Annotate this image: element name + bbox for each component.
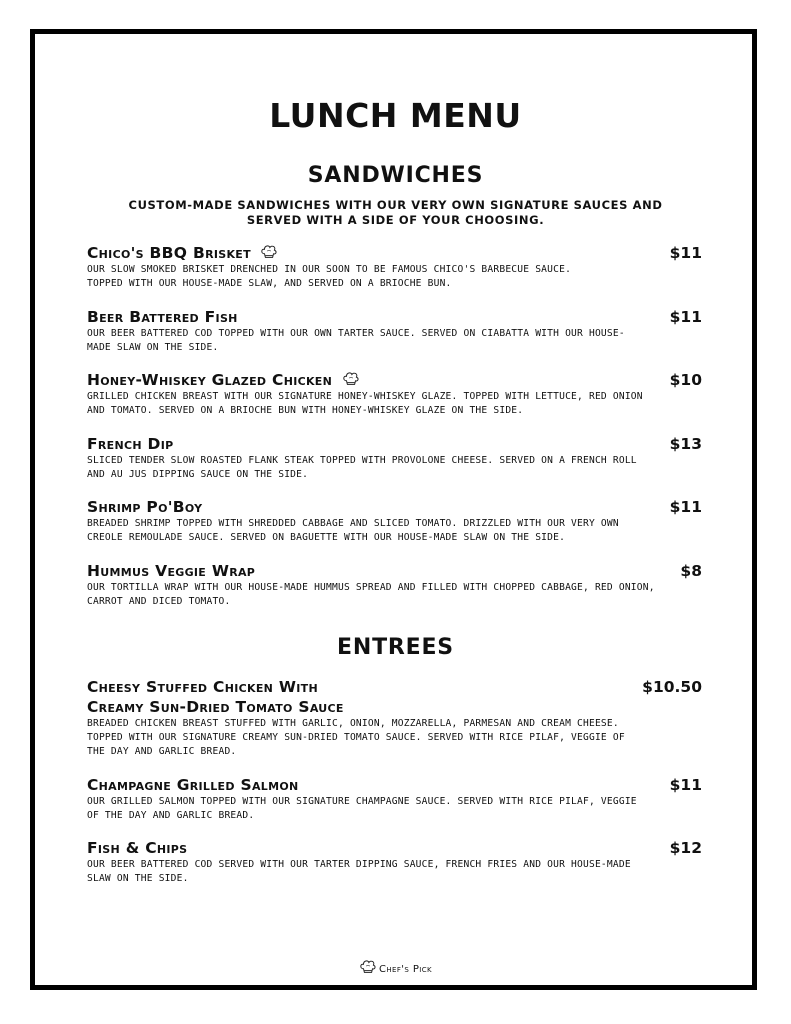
menu-item — [87, 775, 702, 823]
item-price: $10.50 — [642, 678, 702, 696]
item-description: BREADED SHRIMP TOPPED WITH SHREDDED CABBAGE AND SLICED TOMATO. DRIZZLED WITH OUR VERY OWN CREOLE REMOULADE SAUCE. SERVED ON BAGUETTE WITH OUR HOUSE-MADE SLAW ON THE SIDE. — [87, 518, 619, 543]
item-description: BREADED CHICKEN BREAST STUFFED WITH GARLIC, ONION, MOZZARELLA, PARMESAN AND CREAM CHEESE. TOPPED WITH OUR SIGNATURE CREAMY SUN-DRIED TOMATO SAUCE. SERVED WITH RICE PILAF, VEGGIE OF THE DAY AND GARLIC BREAD. — [87, 718, 625, 757]
menu-item — [87, 497, 702, 545]
menu-item — [87, 243, 702, 291]
menu-item — [87, 561, 702, 609]
menu-item — [87, 677, 702, 759]
chefs-pick-legend — [0, 958, 791, 976]
chef-hat-icon — [342, 370, 360, 388]
item-name: Hummus Veggie Wrap — [87, 562, 256, 580]
item-name-line-2: Creamy Sun-Dried Tomato Sauce — [87, 698, 344, 716]
item-name: French Dip — [87, 435, 174, 453]
item-price: $11 — [669, 498, 702, 516]
item-name: Beer Battered Fish — [87, 308, 238, 326]
item-description: OUR BEER BATTERED COD SERVED WITH OUR TARTER DIPPING SAUCE, FRENCH FRIES AND OUR HOUSE-MADE SLAW ON THE SIDE. — [87, 859, 631, 884]
item-price: $12 — [669, 839, 702, 857]
item-name: Fish & Chips — [87, 839, 188, 857]
entrees-heading: ENTREES — [337, 635, 454, 660]
item-name: Cheesy Stuffed Chicken With — [87, 678, 318, 696]
item-name: Champagne Grilled Salmon — [87, 776, 299, 794]
chef-hat-icon — [359, 958, 377, 976]
menu-item — [87, 307, 702, 355]
item-description: OUR SLOW SMOKED BRISKET DRENCHED IN OUR SOON TO BE FAMOUS CHICO'S BARBECUE SAUCE. TOPPED WITH OUR HOUSE-MADE SLAW, AND SERVED ON A BRIOCHE BUN. — [87, 264, 572, 289]
item-name: Shrimp Po'Boy — [87, 498, 203, 516]
chef-hat-icon — [260, 243, 278, 261]
item-price: $11 — [669, 308, 702, 326]
menu-item — [87, 434, 702, 482]
item-description: OUR BEER BATTERED COD TOPPED WITH OUR OWN TARTER SAUCE. SERVED ON CIABATTA WITH OUR HOUSE- MADE SLAW ON THE SIDE. — [87, 328, 625, 353]
item-description: SLICED TENDER SLOW ROASTED FLANK STEAK TOPPED WITH PROVOLONE CHEESE. SERVED ON A FRENCH ROLL AND AU JUS DIPPING SAUCE ON THE SIDE. — [87, 455, 637, 480]
menu-item — [87, 370, 702, 418]
item-price: $13 — [669, 435, 702, 453]
item-price: $11 — [669, 776, 702, 794]
item-description: OUR TORTILLA WRAP WITH OUR HOUSE-MADE HUMMUS SPREAD AND FILLED WITH CHOPPED CABBAGE, RED ONION, CARROT AND DICED TOMATO. — [87, 582, 655, 607]
item-description: OUR GRILLED SALMON TOPPED WITH OUR SIGNATURE CHAMPAGNE SAUCE. SERVED WITH RICE PILAF, VEGGIE OF THE DAY AND GARLIC BREAD. — [87, 796, 637, 821]
item-name: Honey-Whiskey Glazed Chicken — [87, 371, 333, 389]
item-price: $8 — [680, 562, 702, 580]
menu-item — [87, 838, 702, 886]
item-name: Chico's BBQ Brisket — [87, 244, 251, 262]
menu-title: LUNCH MENU — [269, 96, 522, 135]
item-price: $10 — [669, 371, 702, 389]
item-description: GRILLED CHICKEN BREAST WITH OUR SIGNATURE HONEY-WHISKEY GLAZE. TOPPED WITH LETTUCE, RED ONION AND TOMATO. SERVED ON A BRIOCHE BUN WITH HONEY-WHISKEY GLAZE ON THE SIDE. — [87, 391, 643, 416]
item-price: $11 — [669, 244, 702, 262]
sandwiches-heading: SANDWICHES — [307, 163, 484, 188]
legend-label: Chef's Pick — [378, 964, 433, 975]
sandwiches-description: CUSTOM-MADE SANDWICHES WITH OUR VERY OWN SIGNATURE SAUCES AND SERVED WITH A SIDE OF YOUR CHOOSING. — [128, 198, 663, 227]
